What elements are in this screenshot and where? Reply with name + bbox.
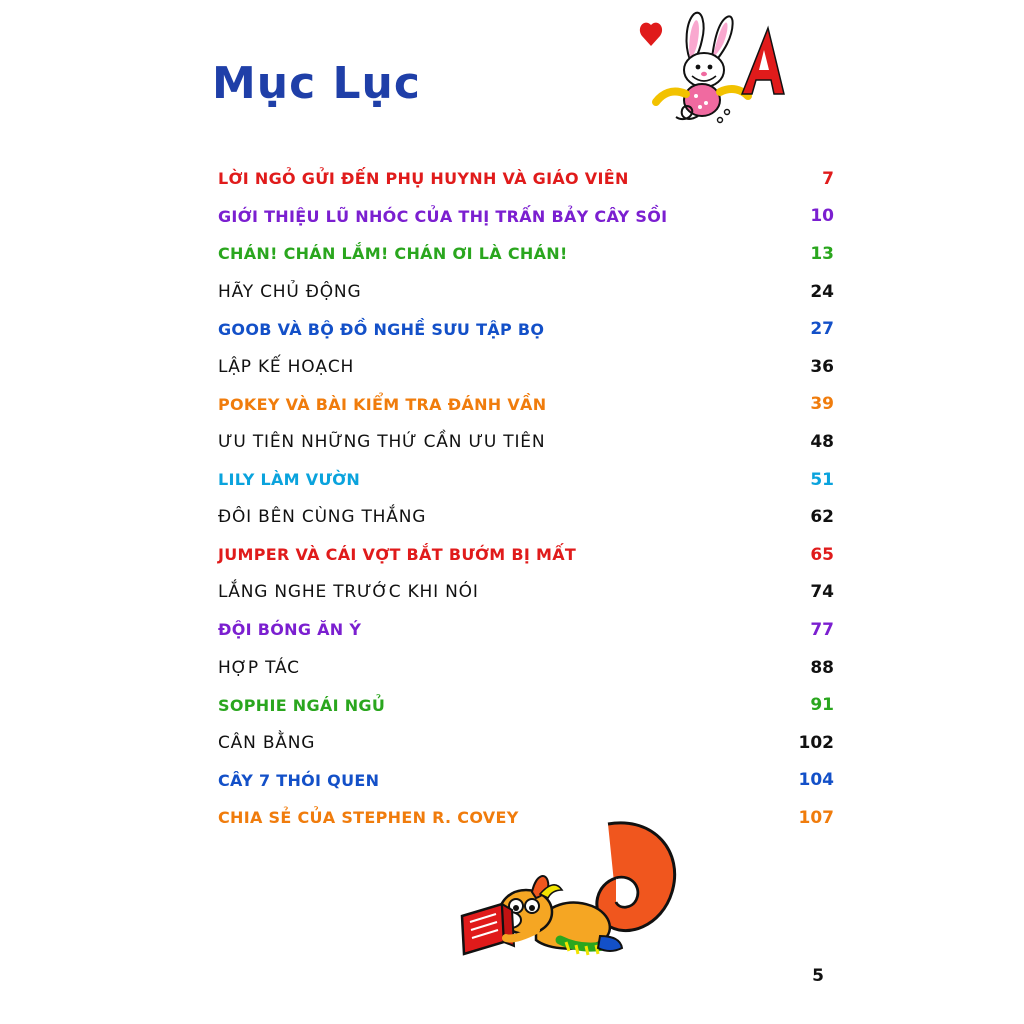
toc-entry-label: LILY LÀM VƯỜN — [218, 470, 361, 490]
toc-entry-page: 62 — [810, 507, 834, 528]
toc-entry[interactable] — [218, 498, 834, 536]
toc-entry[interactable] — [218, 649, 834, 687]
toc-entry-page: 27 — [810, 319, 834, 340]
toc-entry-label: CÂY 7 THÓI QUEN — [218, 770, 380, 790]
rabbit-with-heart-illustration — [628, 8, 798, 138]
toc-entry-label: HỢP TÁC — [218, 657, 300, 678]
toc-entry-page: 65 — [810, 544, 834, 565]
toc-entry-label: ĐÔI BÊN CÙNG THẮNG — [218, 507, 427, 528]
toc-entry[interactable] — [218, 574, 834, 612]
toc-entry-page: 107 — [798, 807, 834, 828]
toc-entry-label: ƯU TIÊN NHỮNG THỨ CẦN ƯU TIÊN — [218, 431, 546, 452]
toc-entry-label: LỜI NGỎ GỬI ĐẾN PHỤ HUYNH VÀ GIÁO VIÊN — [218, 169, 629, 189]
toc-entry-label: CÂN BẰNG — [218, 732, 316, 753]
toc-entry[interactable] — [218, 461, 834, 499]
toc-entry-page: 104 — [798, 770, 834, 791]
toc-entry[interactable] — [218, 724, 834, 762]
toc-entry[interactable] — [218, 160, 834, 198]
toc-entry-label: JUMPER VÀ CÁI VỢT BẮT BƯỚM BỊ MẤT — [218, 545, 577, 565]
toc-entry-page: 74 — [810, 582, 834, 603]
toc-entry-page: 10 — [810, 206, 834, 227]
toc-entry-label: HÃY CHỦ ĐỘNG — [218, 281, 362, 302]
toc-entry-page: 51 — [810, 469, 834, 490]
toc-entry-label: GOOB VÀ BỘ ĐỒ NGHỀ SƯU TẬP BỌ — [218, 319, 545, 339]
table-of-contents-list — [218, 160, 834, 837]
toc-entry-page: 36 — [810, 356, 834, 377]
toc-entry-label: LẬP KẾ HOẠCH — [218, 356, 355, 377]
toc-entry-page: 39 — [810, 394, 834, 415]
toc-entry[interactable] — [218, 273, 834, 311]
toc-entry[interactable] — [218, 686, 834, 724]
toc-entry[interactable] — [218, 310, 834, 348]
toc-entry[interactable] — [218, 235, 834, 273]
squirrel-reading-book-illustration — [440, 800, 700, 980]
toc-entry-page: 13 — [810, 243, 834, 264]
toc-entry-page: 77 — [810, 619, 834, 640]
toc-entry[interactable] — [218, 198, 834, 236]
toc-entry-page: 91 — [810, 695, 834, 716]
toc-entry-page: 7 — [822, 168, 834, 189]
toc-entry[interactable] — [218, 536, 834, 574]
toc-entry[interactable] — [218, 762, 834, 800]
toc-entry-label: POKEY VÀ BÀI KIỂM TRA ĐÁNH VẦN — [218, 394, 547, 414]
toc-entry-page: 102 — [798, 732, 834, 753]
toc-entry[interactable] — [218, 423, 834, 461]
toc-entry-label: ĐỘI BÓNG ĂN Ý — [218, 620, 362, 640]
toc-entry[interactable] — [218, 348, 834, 386]
page-folio: 5 — [812, 966, 824, 986]
toc-entry-page: 88 — [810, 657, 834, 678]
toc-entry-page: 48 — [810, 431, 834, 452]
toc-entry-label: SOPHIE NGÁI NGỦ — [218, 695, 386, 715]
toc-entry-label: GIỚI THIỆU LŨ NHÓC CỦA THỊ TRẤN BẢY CÂY SỒI — [218, 206, 668, 226]
toc-entry[interactable] — [218, 386, 834, 424]
toc-entry-label: CHIA SẺ CỦA STEPHEN R. COVEY — [218, 808, 519, 828]
page-title: Mục Lục — [212, 58, 421, 109]
toc-entry-page: 24 — [810, 281, 834, 302]
toc-entry-label: CHÁN! CHÁN LẮM! CHÁN ƠI LÀ CHÁN! — [218, 244, 568, 264]
toc-entry[interactable] — [218, 611, 834, 649]
toc-entry-label: LẮNG NGHE TRƯỚC KHI NÓI — [218, 582, 479, 603]
